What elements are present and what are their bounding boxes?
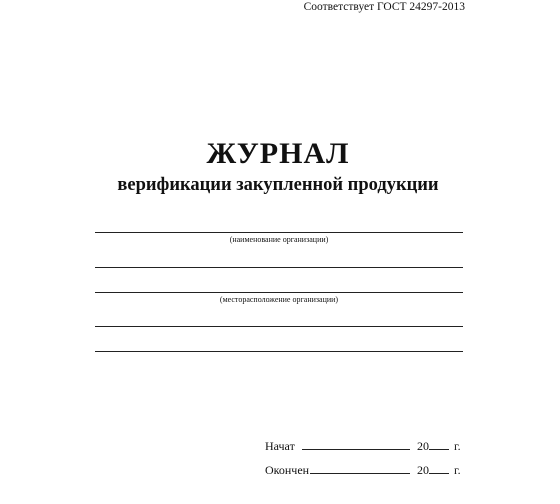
started-year-suffix: г. <box>454 439 461 453</box>
organization-location-line <box>95 292 463 293</box>
organization-location-line-3 <box>95 351 463 352</box>
started-date-blank <box>302 438 410 450</box>
finished-label: Окончен <box>265 463 310 477</box>
organization-name-line <box>95 232 463 233</box>
journal-title: ЖУРНАЛ <box>206 137 350 170</box>
started-year-blank <box>429 438 449 450</box>
finished-century: 20 <box>417 463 429 477</box>
finished-date-row <box>265 462 461 478</box>
organization-name-line-2 <box>95 267 463 268</box>
journal-subtitle: верификации закупленной продукции <box>117 175 439 195</box>
standard-compliance-note: Соответствует ГОСТ 24297-2013 <box>303 1 465 13</box>
finished-year-suffix: г. <box>454 463 461 477</box>
organization-location-line-2 <box>95 326 463 327</box>
finished-year-blank <box>429 462 449 474</box>
organization-location-caption: (месторасположение организации) <box>219 295 339 304</box>
started-date-row <box>265 438 461 454</box>
organization-name-caption: (наименование организации) <box>229 235 329 244</box>
finished-date-blank <box>310 462 410 474</box>
started-century: 20 <box>417 439 429 453</box>
started-label: Начат <box>265 439 295 453</box>
